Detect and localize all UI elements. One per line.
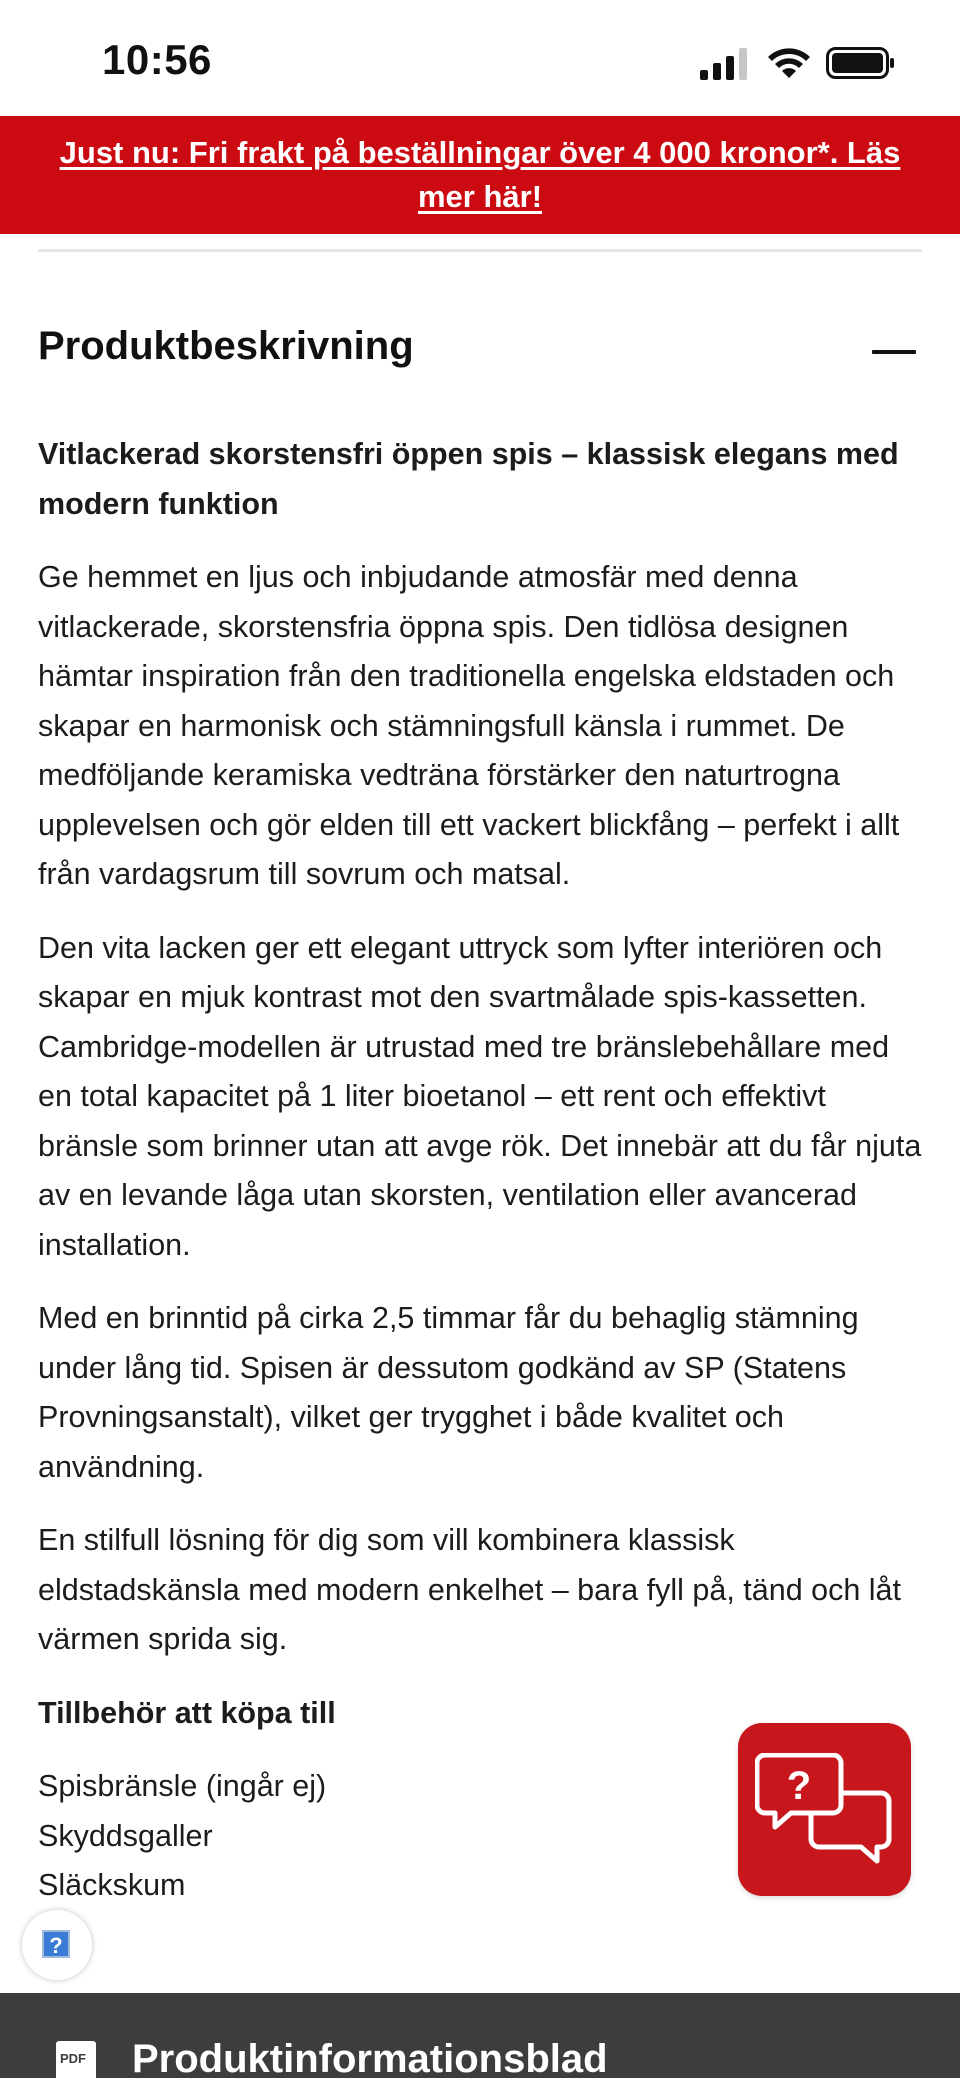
promo-link[interactable]: Just nu: Fri frakt på beställningar över 4 000 kronor*. Läs mer här!	[59, 135, 901, 214]
pdf-icon-label: PDF	[60, 2051, 86, 2066]
signal-icon	[700, 48, 750, 80]
section-title: Produktbeskrivning	[38, 324, 414, 368]
pdf-icon	[56, 2041, 96, 2078]
section-header[interactable]	[38, 318, 922, 384]
description-paragraph: En stilfull lösning för dig som vill kombinera klassisk eldstadskänsla med modern enkelhet – bara fyll på, tänd och låt värmen sprida sig.	[38, 1523, 901, 1656]
wifi-icon	[768, 44, 810, 80]
list-item: Släckskum	[38, 1868, 186, 1902]
help-widget[interactable]	[22, 1910, 92, 1980]
status-time: 10:56	[102, 36, 212, 83]
chat-help-icon	[755, 1753, 895, 1865]
chat-help-button[interactable]	[738, 1723, 911, 1896]
promo-banner	[0, 116, 960, 234]
minus-icon	[872, 350, 916, 354]
product-description	[38, 430, 922, 1911]
product-info-label: Produktinformationsblad	[132, 2037, 608, 2078]
svg-text:?: ?	[786, 1764, 812, 1808]
list-item: Skyddsgaller	[38, 1818, 213, 1853]
description-subheading: Vitlackerad skorstensfri öppen spis – klassisk elegans med modern funktion	[38, 437, 899, 521]
help-icon: ?	[42, 1930, 70, 1958]
battery-icon	[826, 47, 896, 79]
list-item: Spisbränsle (ingår ej)	[38, 1769, 327, 1803]
collapse-button[interactable]	[866, 318, 922, 374]
description-paragraph: Med en brinntid på cirka 2,5 timmar får du behaglig stämning under lång tid. Spisen är dessutom godkänd av SP (Statens Provningsanstalt), vilket ger trygghet i både kvalitet och användning.	[38, 1301, 859, 1484]
description-paragraph: Ge hemmet en ljus och inbjudande atmosfär med denna vitlackerade, skorstensfria öppna spis. Den tidlösa designen hämtar inspiration från den traditionella engelska eldstaden och skapar en harmonisk och stämningsfull känsla i rummet. De medföljande keramiska vedträna förstärker den naturtrogna upplevelsen och gör elden till ett vackert blickfång – perfekt i allt från vardagsrum till sovrum och matsal.	[38, 560, 900, 891]
accessories-title: Tillbehör att köpa till	[38, 1695, 336, 1730]
divider	[38, 249, 922, 252]
description-paragraph: Den vita lacken ger ett elegant uttryck som lyfter interiören och skapar en mjuk kontrast mot den svartmålade spis-kassetten. Cambridge-modellen är utrustad med tre bränslebehållare med en total kapacitet på 1 liter bioetanol – ett rent och effektivt bränsle som brinner utan att avge rök. Det innebär att du får njuta av en levande låga utan skorsten, ventilation eller avancerad installation.	[38, 930, 922, 1262]
status-bar	[0, 0, 960, 116]
product-info-bar[interactable]	[0, 1993, 960, 2078]
